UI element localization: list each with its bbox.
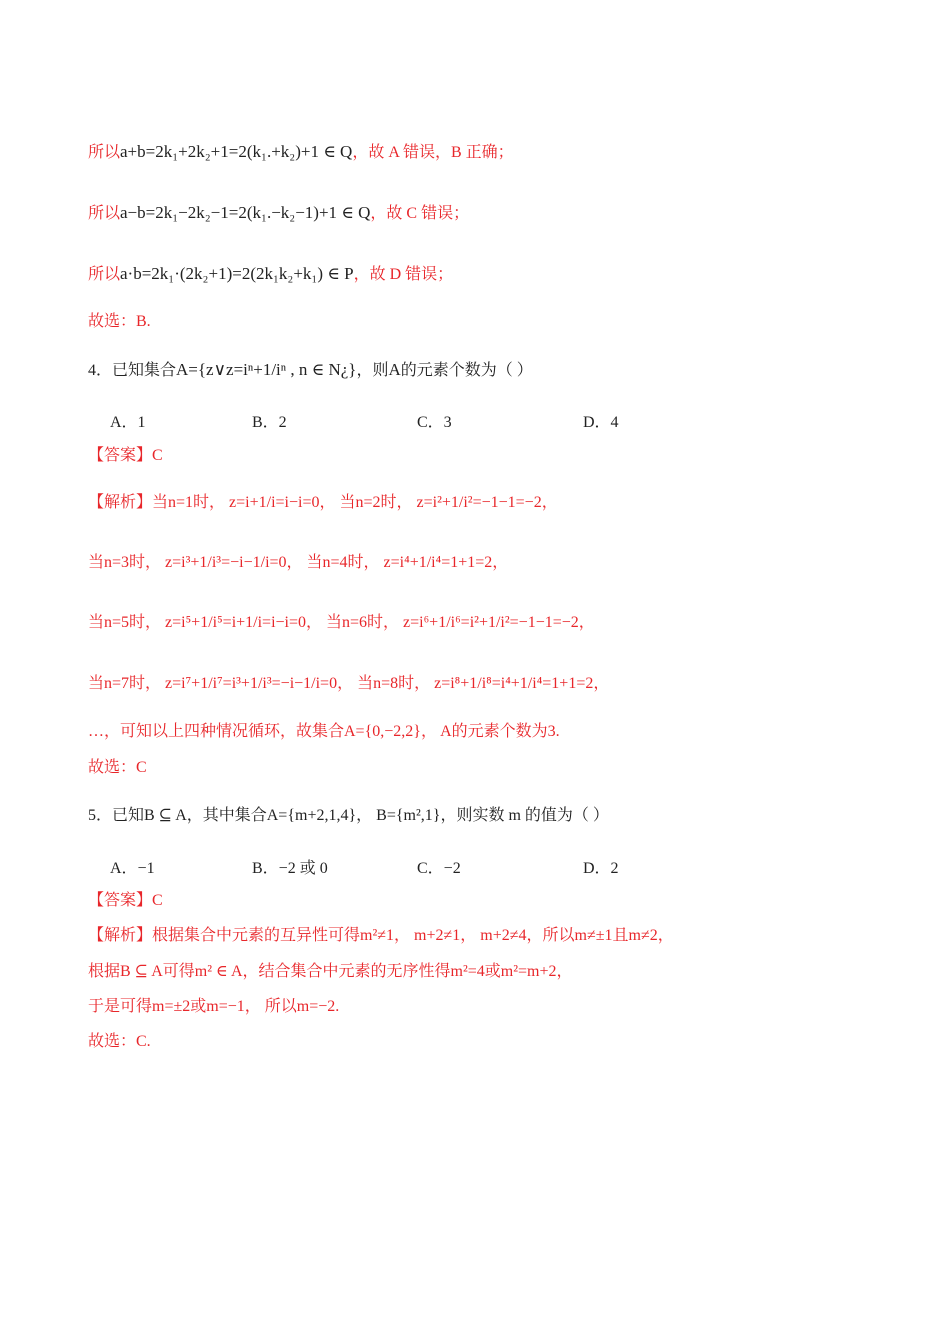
option-c: C．3 <box>417 414 452 431</box>
option-d: D．4 <box>583 414 619 431</box>
analysis-line: 当n=3时， z=i³+1/i³=−i−1/i=0， 当n=4时， z=i⁴+1/i⁴=1+1=2， <box>88 554 509 571</box>
question-4-stem <box>88 359 910 382</box>
option-b: B．2 <box>252 414 287 431</box>
analysis-line: 当n=7时， z=i⁷+1/i⁷=i³+1/i³=−i−1/i=0， 当n=8时， z=i⁸+1/i⁸=i⁴+1/i⁴=1+1=2， <box>88 675 610 692</box>
analysis-tag: 【解析】 <box>88 494 153 511</box>
line-tail: ，故 D 错误； <box>353 266 454 283</box>
analysis-tag: 【解析】 <box>88 927 153 944</box>
option-d: D．2 <box>583 860 619 877</box>
analysis-line: 当n=5时， z=i⁵+1/i⁵=i+1/i=i−i=0， 当n=6时， z=i⁶+1/i⁶=i²+1/i²=−1−1=−2， <box>88 614 595 631</box>
solution-line-product <box>88 263 910 286</box>
stem-text: ，则 <box>356 362 389 379</box>
analysis-text: 根据集合中元素的互异性可得m²≠1， m+2≠1， m+2≠4，所以m≠±1且m≠2， <box>152 927 674 944</box>
math-expression: a·b=2k₁·(2k₂+1)=2(2k₁k₂+k₁) ∈ P <box>120 264 354 283</box>
option-c: C．−2 <box>417 860 461 877</box>
stem-text: 4．已知集合 <box>88 362 177 379</box>
line-tail: ，故 A 错误，B 正确； <box>352 144 514 161</box>
answer-tag: 【答案】C <box>88 892 163 909</box>
solution-line-sum <box>88 141 910 164</box>
analysis-line: …，可知以上四种情况循环，故集合A={0,−2,2}， A的元素个数为3. <box>88 723 560 740</box>
option-b: B．−2 或 0 <box>252 860 328 877</box>
option-a: A．−1 <box>110 860 155 877</box>
choice-line-b: 故选：B. <box>88 313 151 330</box>
line-lead: 所以 <box>88 266 121 283</box>
analysis-text: 当n=1时， z=i+1/i=i−i=0， 当n=2时， z=i²+1/i²=−1−1=−2， <box>152 494 558 511</box>
stem-text: 的元素个数为（ ） <box>400 362 533 379</box>
math-expression: a+b=2k₁+2k₂+1=2(k₁.+k₂)+1 ∈ Q <box>120 142 353 161</box>
line-lead: 所以 <box>88 205 121 222</box>
analysis-line <box>88 925 910 947</box>
math-expression: a−b=2k₁−2k₂−1=2(k₁.−k₂−1)+1 ∈ Q <box>120 203 371 222</box>
solution-line-difference <box>88 202 910 225</box>
choice-line-c: 故选：C. <box>88 1033 151 1050</box>
analysis-line <box>88 492 910 514</box>
analysis-line: 于是可得m=±2或m=−1， 所以m=−2. <box>88 998 340 1015</box>
question-5-stem: 5．已知B ⊆ A，其中集合A={m+2,1,4}， B={m²,1}，则实数 m 的值为（ ） <box>88 807 609 824</box>
line-lead: 所以 <box>88 144 121 161</box>
choice-line-c: 故选：C <box>88 759 147 776</box>
analysis-line: 根据B ⊆ A可得m² ∈ A，结合集合中元素的无序性得m²=4或m²=m+2， <box>88 963 573 980</box>
option-a: A．1 <box>110 414 146 431</box>
math-expression: A={z∨z=iⁿ+1/iⁿ , n ∈ N¿} <box>176 360 357 379</box>
answer-tag: 【答案】C <box>88 447 163 464</box>
math-symbol: A <box>388 360 401 379</box>
line-tail: ，故 C 错误； <box>370 205 470 222</box>
